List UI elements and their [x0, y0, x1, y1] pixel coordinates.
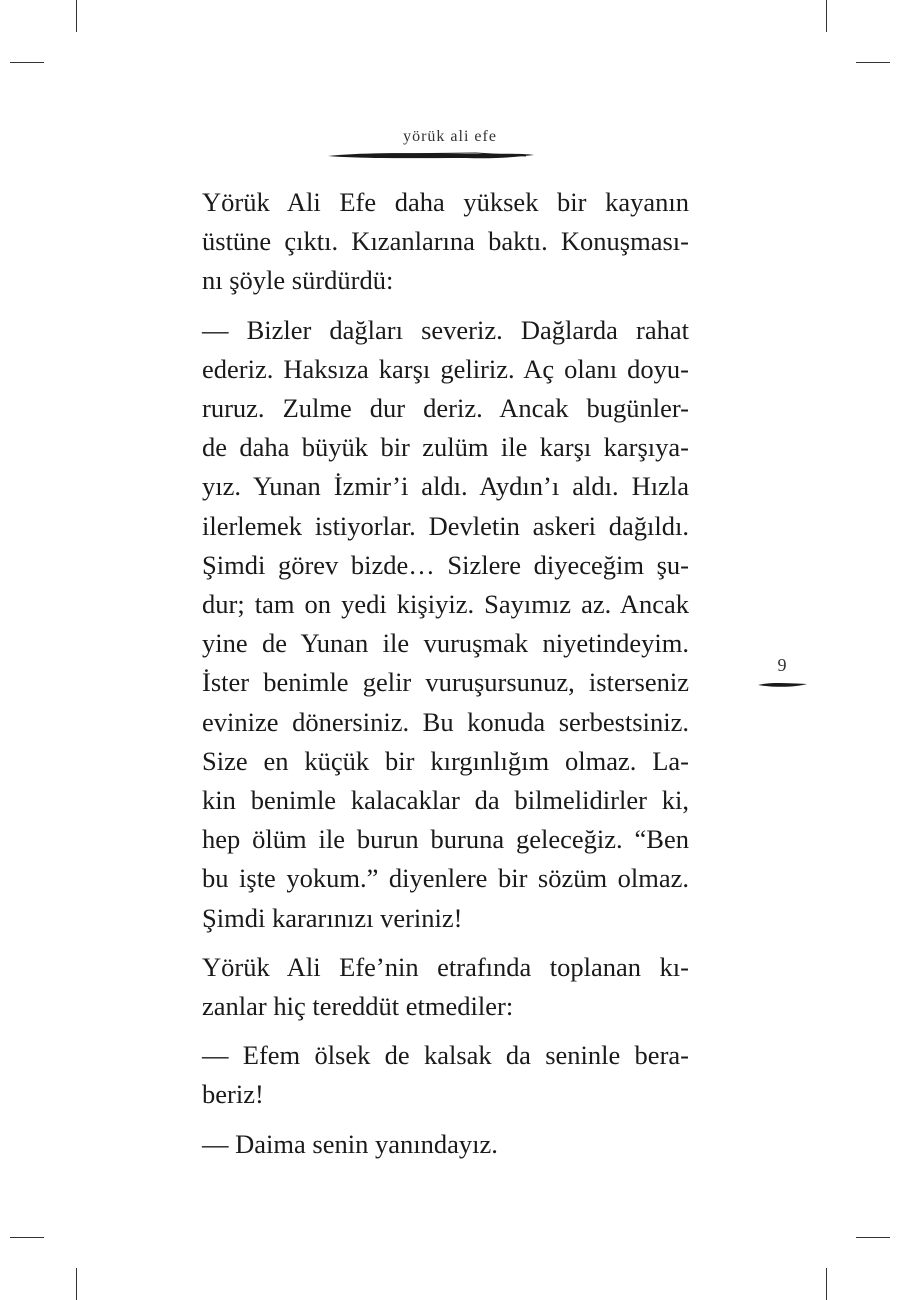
crop-mark — [856, 1237, 890, 1238]
text-line: — Efem ölsek de kalsak da seninle bera- — [202, 1040, 689, 1071]
brush-rule-ornament — [757, 680, 809, 690]
text-line: — Bizler dağları severiz. Dağlarda rahat — [202, 314, 689, 345]
paragraph — [172, 1125, 689, 1164]
paragraph — [172, 948, 689, 1026]
paragraph — [172, 183, 689, 301]
page-number: 9 — [777, 655, 787, 675]
text-line: kin benimle kalacaklar da bilmelidirler ki, — [202, 785, 689, 816]
crop-mark — [856, 62, 890, 63]
text-line: ilerlemek istiyorlar. Devletin askeri dağıldı. — [202, 510, 689, 541]
paragraph — [172, 311, 689, 938]
text-line: Şimdi görev bizde… Sizlere diyeceğim şu- — [202, 549, 689, 580]
crop-mark — [10, 62, 44, 63]
text-line: de daha büyük bir zulüm ile karşı karşıya- — [202, 432, 689, 463]
brush-rule-ornament — [326, 149, 536, 163]
text-line: yine de Yunan ile vuruşmak niyetindeyim. — [202, 628, 689, 659]
crop-mark — [826, 0, 827, 32]
text-line: Şimdi kararınızı veriniz! — [202, 902, 463, 933]
crop-mark — [10, 1237, 44, 1238]
paragraph — [172, 1036, 689, 1114]
crop-mark — [76, 1268, 77, 1300]
crop-mark — [826, 1268, 827, 1300]
text-line: beriz! — [202, 1079, 264, 1110]
running-head: yörük ali efe — [403, 128, 497, 145]
body-text — [172, 183, 689, 1174]
text-line: ederiz. Haksıza karşı geliriz. Aç olanı doyu- — [202, 353, 689, 384]
text-line: zanlar hiç tereddüt etmediler: — [202, 991, 514, 1022]
text-line: ruruz. Zulme dur deriz. Ancak bugünler- — [202, 393, 689, 424]
text-line: — Daima senin yanındayız. — [202, 1128, 498, 1159]
text-line: üstüne çıktı. Kızanlarına baktı. Konuşması- — [202, 226, 689, 257]
text-line: İster benimle gelir vuruşursunuz, isterseniz — [202, 667, 689, 698]
text-line: dur; tam on yedi kişiyiz. Sayımız az. Ancak — [202, 589, 689, 620]
text-line: evinize dönersiniz. Bu konuda serbestsiniz. — [202, 706, 689, 737]
crop-mark — [76, 0, 77, 32]
text-line: bu işte yokum.” diyenlere bir sözüm olmaz. — [202, 863, 689, 894]
text-line: Size en küçük bir kırgınlığım olmaz. La- — [202, 745, 689, 776]
text-line: hep ölüm ile burun buruna geleceğiz. “Ben — [202, 824, 689, 855]
text-line: nı şöyle sürdürdü: — [202, 265, 394, 296]
text-line: Yörük Ali Efe’nin etrafında toplanan kı- — [202, 951, 689, 982]
text-line: yız. Yunan İzmir’i aldı. Aydın’ı aldı. Hızla — [202, 471, 689, 502]
text-line: Yörük Ali Efe daha yüksek bir kayanın — [202, 187, 689, 217]
